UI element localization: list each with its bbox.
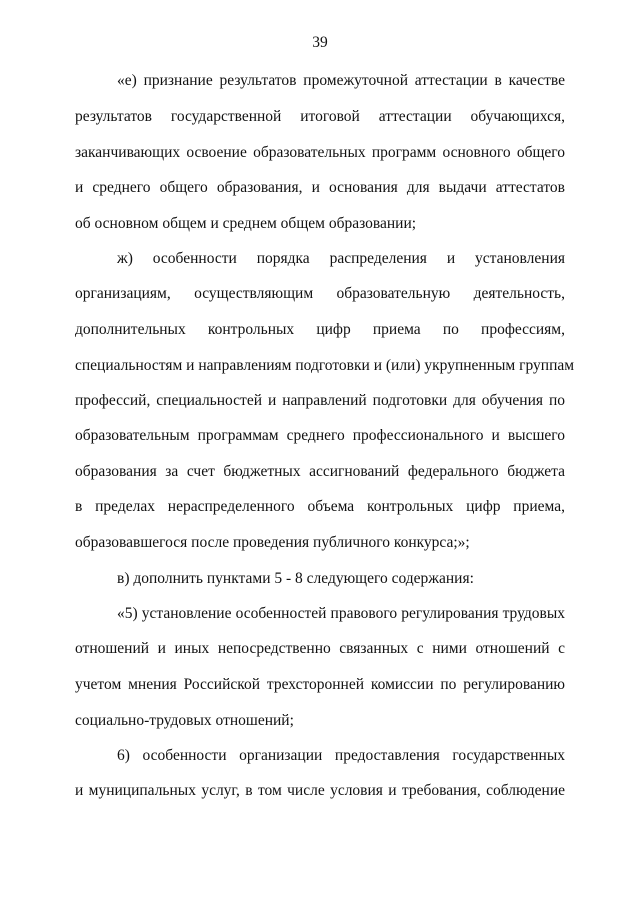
text-line: организациям, осуществляющим образовательную деятельность, — [75, 285, 565, 302]
text-line: в пределах нераспределенного объема контрольных цифр приема, — [75, 498, 565, 515]
text-line: и муниципальных услуг, в том числе условия и требования, соблюдение — [75, 782, 565, 799]
text-line: отношений и иных непосредственно связанных с ними отношений с — [75, 640, 565, 657]
text-line: и среднего общего образования, и основания для выдачи аттестатов — [75, 179, 565, 196]
text-line: «5) установление особенностей правового регулирования трудовых — [117, 605, 565, 622]
text-line: учетом мнения Российской трехсторонней комиссии по регулированию — [75, 676, 565, 693]
text-line: специальностям и направлениям подготовки и (или) укрупненным группам — [75, 357, 575, 374]
text-line: профессий, специальностей и направлений подготовки для обучения по — [75, 392, 565, 409]
text-line: образовательным программам среднего профессионального и высшего — [75, 427, 565, 444]
text-line: в) дополнить пунктами 5 - 8 следующего содержания: — [117, 570, 474, 587]
text-line: результатов государственной итоговой аттестации обучающихся, — [75, 108, 565, 125]
text-line: образовавшегося после проведения публичного конкурса;»; — [75, 534, 470, 551]
page-number: 39 — [312, 34, 328, 51]
text-line: заканчивающих освоение образовательных программ основного общего — [75, 144, 565, 161]
text-line: дополнительных контрольных цифр приема по профессиям, — [75, 321, 565, 338]
text-line: «е) признание результатов промежуточной аттестации в качестве — [117, 72, 565, 89]
text-line: об основном общем и среднем общем образовании; — [75, 215, 417, 232]
text-line: образования за счет бюджетных ассигнований федерального бюджета — [75, 463, 565, 480]
text-line: социально-трудовых отношений; — [75, 712, 294, 729]
text-line: ж) особенности порядка распределения и установления — [117, 250, 565, 267]
text-line: 6) особенности организации предоставления государственных — [117, 747, 565, 764]
